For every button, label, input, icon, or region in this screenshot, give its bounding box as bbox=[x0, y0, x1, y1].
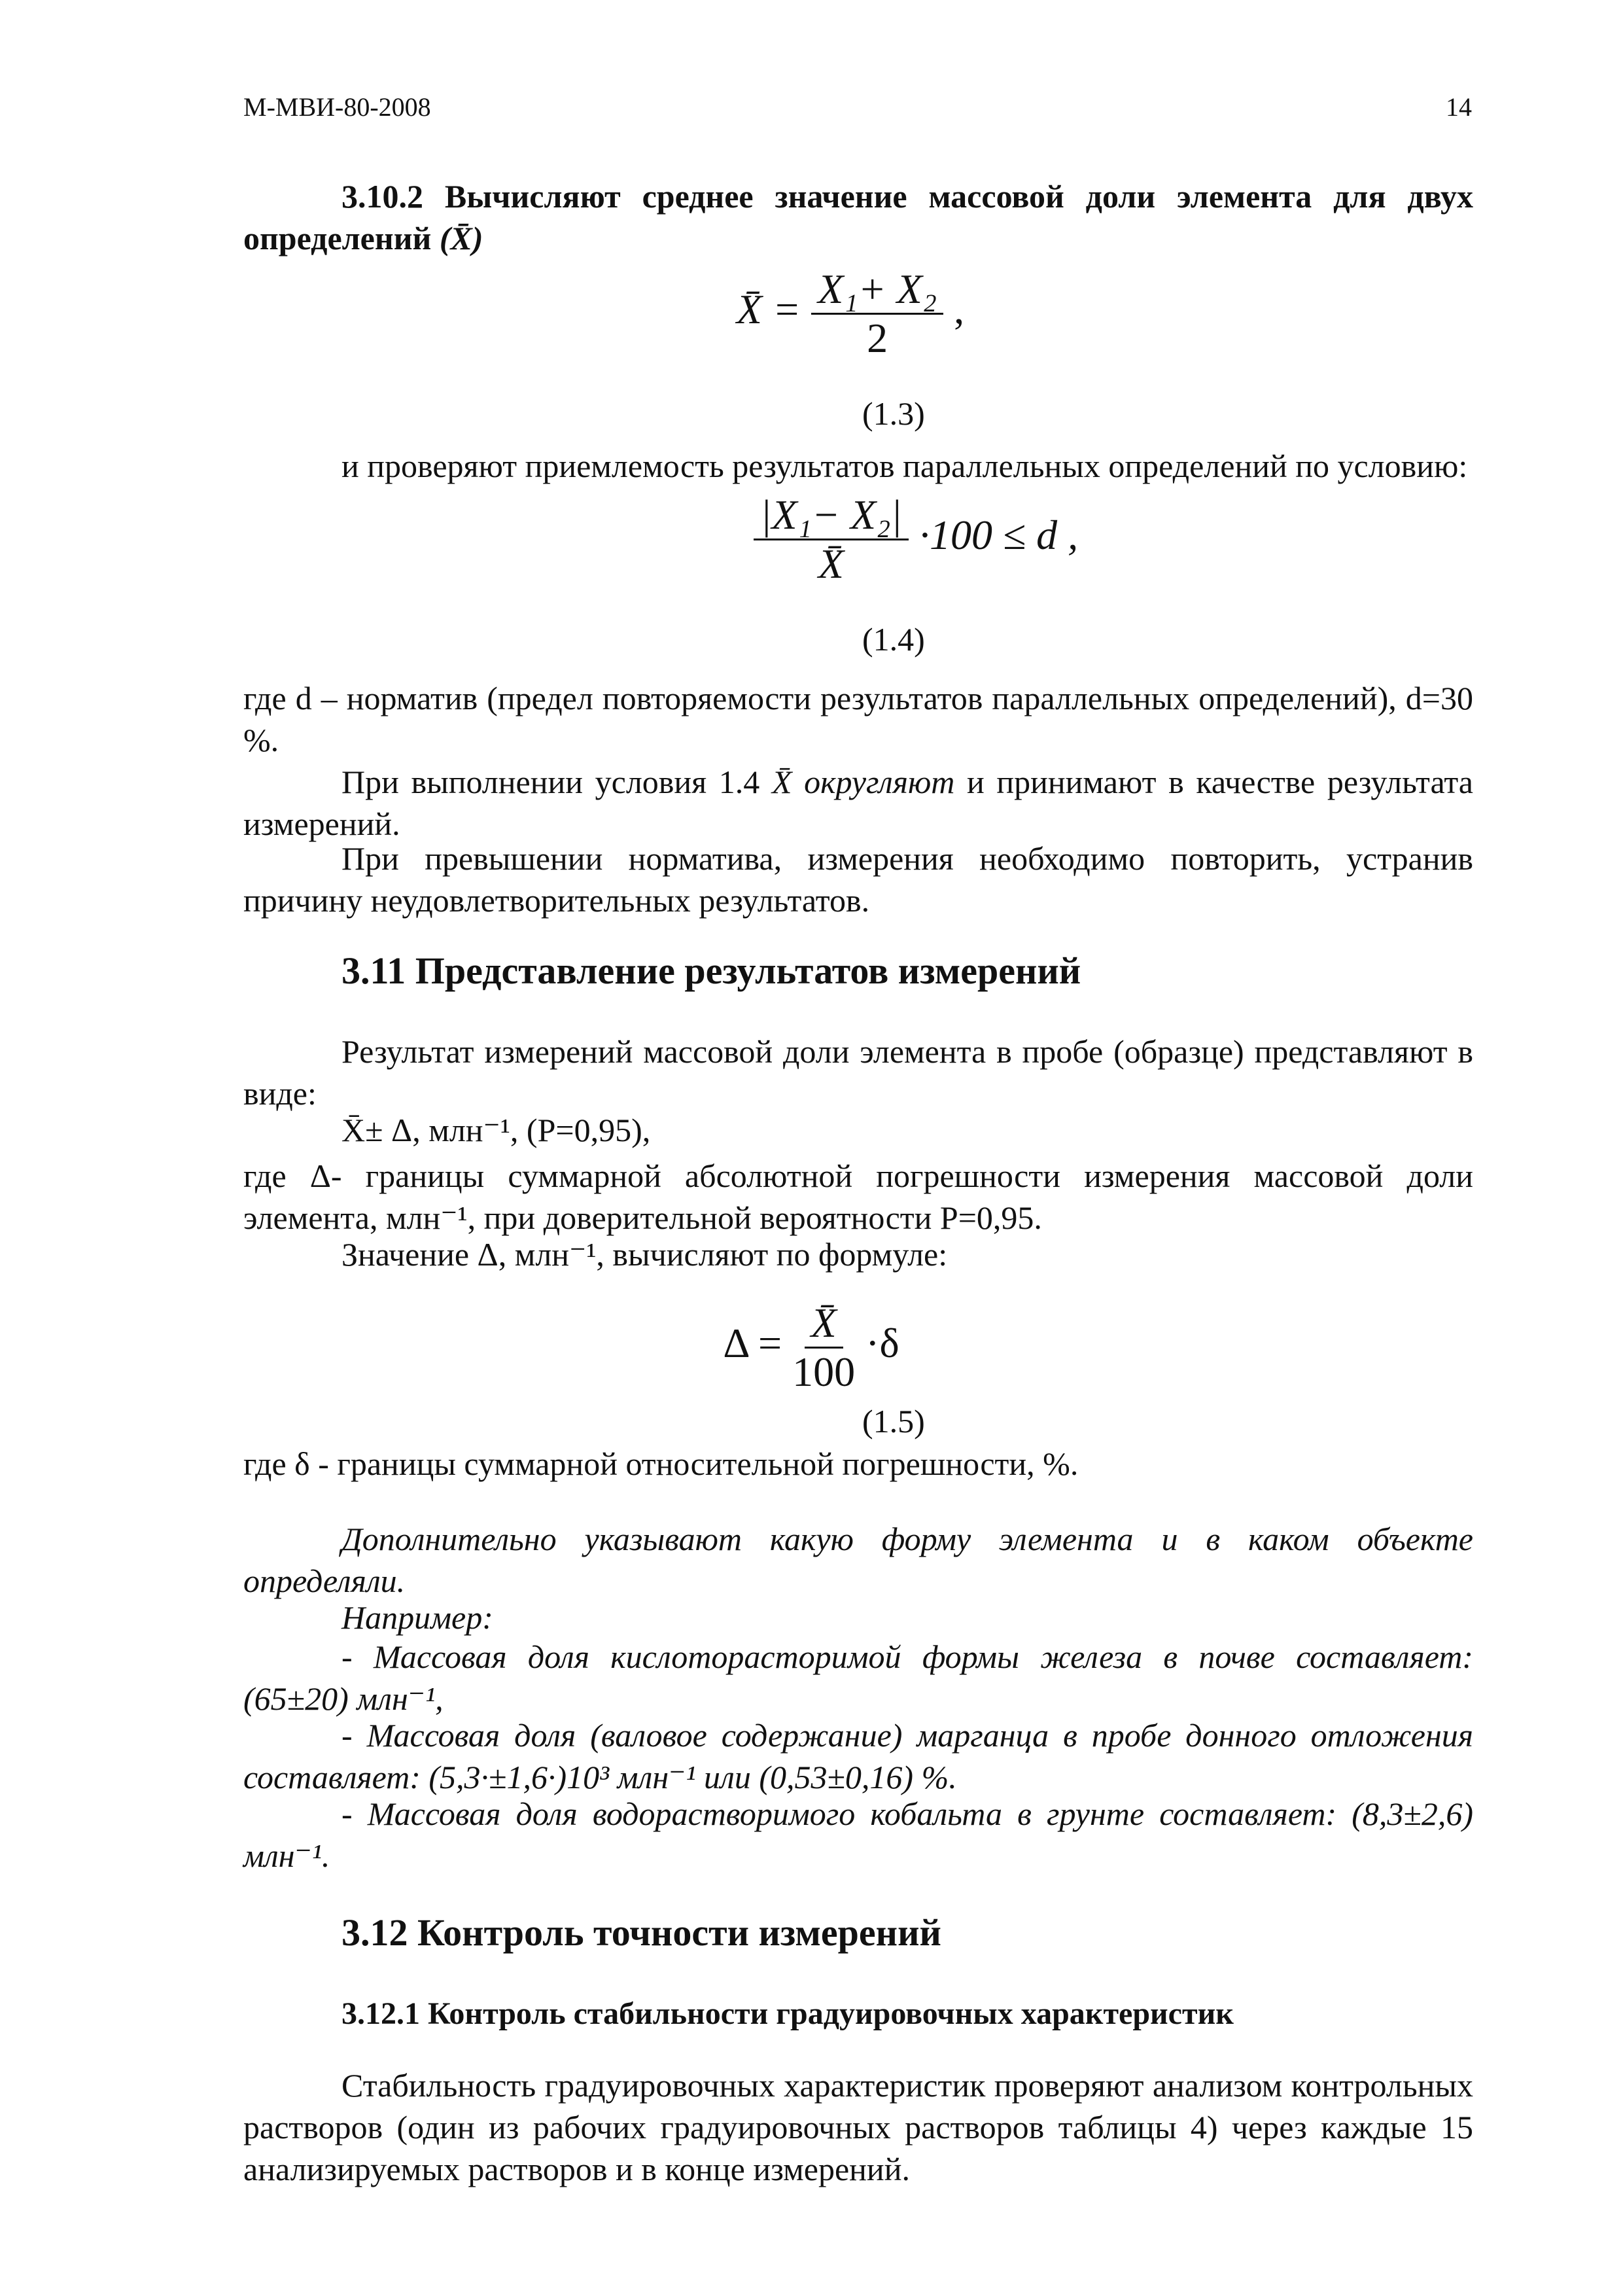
page-number: 14 bbox=[1446, 92, 1472, 122]
example-cobalt: - Массовая доля водорастворимого кобальта в грунте составляет: (8,3±2,6) млн⁻¹. bbox=[243, 1795, 1473, 1874]
x-mean-symbol: (X̄) bbox=[439, 220, 483, 256]
eq15-lhs: Δ = bbox=[723, 1320, 782, 1367]
section-3-10-2-heading bbox=[243, 175, 1473, 259]
equation-label-1-5: (1.5) bbox=[862, 1403, 925, 1439]
equation-label-1-3: (1.3) bbox=[862, 395, 925, 432]
eq13-lhs: X̄ = bbox=[736, 286, 801, 333]
example-manganese: - Массовая доля (валовое содержание) марганца в пробе донного отложения составляет: (5,3·±1,6·)10³ млн⁻¹ или (0,53±0,16) %. bbox=[243, 1717, 1473, 1795]
eq14-fraction bbox=[754, 491, 909, 587]
rounding-part-1: При выполнении условия 1.4 bbox=[341, 764, 772, 800]
equation-1-5 bbox=[654, 1299, 968, 1395]
eq14-numerator: |X₁− X₂| bbox=[754, 494, 909, 540]
exceed-paragraph: При превышении норматива, измерения необходимо повторить, устранив причину неудовлетворительных результатов. bbox=[243, 840, 1473, 919]
rounding-paragraph bbox=[243, 761, 1473, 845]
eq13-numerator: X₁+ X₂ bbox=[811, 268, 943, 315]
section-number: 3.10.2 bbox=[341, 178, 423, 215]
stability-paragraph: Стабильность градуировочных характеристик проверяют анализом контрольных растворов (один из рабочих градуировочных растворов таблицы 4) через каждые 15 анализируемых растворов и в конце измерений. bbox=[243, 2067, 1473, 2187]
eq13-comma: , bbox=[954, 286, 965, 333]
equation-label-1-4: (1.4) bbox=[862, 621, 925, 658]
section-heading-text: Вычисляют среднее значение массовой доли элемента для двух определений bbox=[243, 178, 1473, 256]
delta-relative-definition: где δ - границы суммарной относительной погрешности, %. bbox=[243, 1445, 1079, 1482]
result-intro-paragraph: Результат измерений массовой доли элемента в пробе (образце) представляют в виде: bbox=[243, 1033, 1473, 1112]
example-heading: Например: bbox=[341, 1599, 493, 1636]
equation-1-3 bbox=[654, 268, 1047, 359]
eq15-denominator: 100 bbox=[792, 1349, 856, 1395]
section-3-12-1-title: 3.12.1 Контроль стабильности градуировочных характеристик bbox=[341, 1996, 1234, 2031]
norm-d-definition: где d – норматив (предел повторяемости результатов параллельных определений), d=30 %. bbox=[243, 680, 1473, 758]
result-form: X̄± Δ, млн⁻¹, (P=0,95), bbox=[341, 1112, 651, 1148]
eq15-rhs: ·δ bbox=[865, 1320, 899, 1367]
eq14-rhs: ·100 ≤ d , bbox=[918, 512, 1079, 559]
delta-calc-text: Значение Δ, млн⁻¹, вычисляют по формуле: bbox=[341, 1236, 948, 1273]
section-3-12-title: 3.12 Контроль точности измерений bbox=[341, 1911, 941, 1954]
eq13-denominator: 2 bbox=[867, 315, 888, 361]
eq13-fraction bbox=[811, 268, 943, 359]
rounding-part-2: X̄ округляют bbox=[771, 764, 955, 800]
delta-definition: где Δ- границы суммарной абсолютной погрешности измерения массовой доли элемента, млн⁻¹, при доверительной вероятности P=0,95. bbox=[243, 1157, 1473, 1236]
document-code: М-МВИ-80-2008 bbox=[243, 92, 431, 122]
eq15-numerator: X̄ bbox=[805, 1302, 843, 1349]
section-3-11-title: 3.11 Представление результатов измерений bbox=[341, 949, 1081, 992]
equation-1-4 bbox=[687, 491, 1145, 587]
additional-note: Дополнительно указывают какую форму элемента и в каком объекте определяли. bbox=[243, 1521, 1473, 1599]
eq15-fraction bbox=[792, 1299, 856, 1395]
example-iron: - Массовая доля кислоторасторимой формы железа в почве составляет: (65±20) млн⁻¹, bbox=[243, 1638, 1473, 1717]
rounding-part-3: и принимают в качестве результата измерений. bbox=[243, 764, 1474, 842]
eq14-denominator: X̄ bbox=[818, 540, 844, 587]
acceptability-check-text: и проверяют приемлемость результатов параллельных определений по условию: bbox=[341, 448, 1468, 484]
